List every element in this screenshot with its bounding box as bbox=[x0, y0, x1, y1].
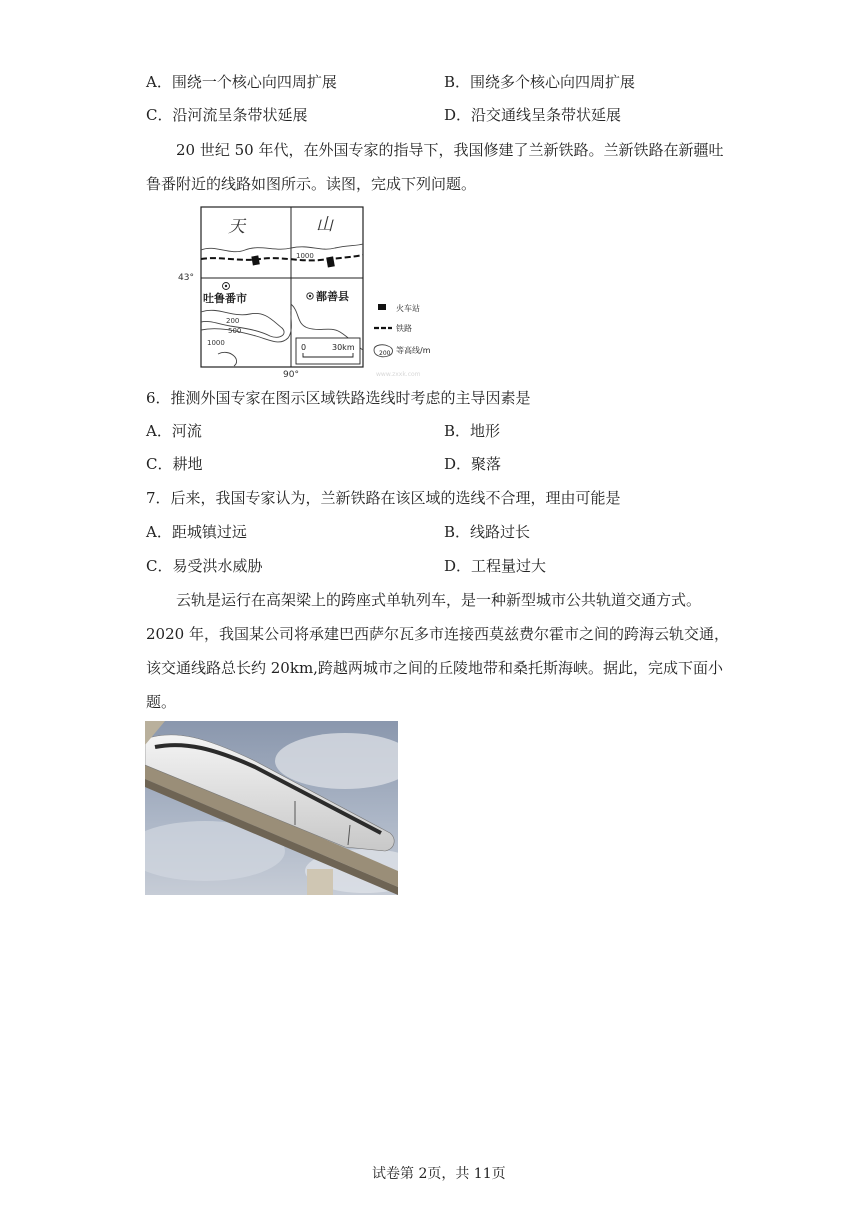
question-7-stem: 7．后来，我国专家认为，兰新铁路在该区域的选线不合理，理由可能是 bbox=[146, 489, 621, 507]
contour-label-1000-bottom: 1000 bbox=[207, 339, 225, 347]
intro2-line3: 该交通线路总长约 20km,跨越两城市之间的丘陵地带和桑托斯海峡。据此，完成下面小 bbox=[146, 659, 723, 677]
scale-distance-label: 30km bbox=[332, 343, 355, 352]
intro1-line2: 鲁番附近的线路如图所示。读图，完成下列问题。 bbox=[146, 175, 477, 193]
question-7-option-c: C．易受洪水威胁 bbox=[146, 557, 263, 575]
contour-label-200: 200 bbox=[226, 317, 240, 325]
intro2-line1: 云轨是运行在高架梁上的跨座式单轨列车，是一种新型城市公共轨道交通方式。 bbox=[176, 591, 702, 609]
intro2-line4: 题。 bbox=[146, 693, 177, 711]
contour-label-1000-top: 1000 bbox=[296, 252, 314, 260]
contour-label-500: 500 bbox=[228, 327, 242, 335]
railway-map-figure bbox=[170, 200, 470, 380]
legend-station-label: 火车站 bbox=[396, 304, 420, 313]
question-6-option-b: B．地形 bbox=[444, 422, 501, 440]
option-a-prev: A．围绕一个核心向四周扩展 bbox=[146, 73, 337, 91]
intro2-line2: 2020 年，我国某公司将承建巴西萨尔瓦多市连接西莫兹费尔霍市之间的跨海云轨交通， bbox=[146, 625, 729, 643]
question-6-option-d: D．聚落 bbox=[444, 455, 502, 473]
intro1-line1: 20 世纪 50 年代，在外国专家的指导下，我国修建了兰新铁路。兰新铁路在新疆吐 bbox=[176, 141, 724, 159]
scale-zero-label: 0 bbox=[301, 343, 307, 352]
longitude-label: 90° bbox=[283, 370, 299, 380]
option-c-prev: C．沿河流呈条带状延展 bbox=[146, 106, 308, 124]
latitude-label: 43° bbox=[178, 273, 194, 283]
monorail-photo bbox=[145, 721, 398, 895]
mountain-label-2: 山 bbox=[316, 215, 333, 235]
city-label-shanshan: 鄯善县 bbox=[316, 290, 349, 303]
question-6-option-c: C．耕地 bbox=[146, 455, 203, 473]
legend-contour-sample-label: 200 bbox=[379, 350, 391, 357]
city-symbol-shanshan-dot bbox=[309, 295, 311, 297]
legend-railway-label: 铁路 bbox=[396, 324, 412, 333]
question-6-stem: 6．推测外国专家在图示区域铁路选线时考虑的主导因素是 bbox=[146, 389, 531, 407]
watermark: www.zxxk.com bbox=[376, 371, 421, 378]
legend-contour-label: 等高线/m bbox=[396, 346, 431, 355]
option-d-prev: D．沿交通线呈条带状延展 bbox=[444, 106, 622, 124]
photo-support-column bbox=[307, 869, 333, 895]
question-6-option-a: A．河流 bbox=[146, 422, 202, 440]
legend-station-symbol bbox=[378, 304, 386, 310]
city-label-turpan: 吐鲁番市 bbox=[203, 292, 247, 305]
option-b-prev: B．围绕多个核心向四周扩展 bbox=[444, 73, 636, 91]
city-symbol-turpan-dot bbox=[225, 285, 227, 287]
question-7-option-d: D．工程量过大 bbox=[444, 557, 547, 575]
page-footer: 试卷第 2页，共 11页 bbox=[372, 1166, 506, 1182]
mountain-label-1: 天 bbox=[228, 217, 245, 237]
question-7-option-b: B．线路过长 bbox=[444, 523, 531, 541]
question-7-option-a: A．距城镇过远 bbox=[146, 523, 247, 541]
